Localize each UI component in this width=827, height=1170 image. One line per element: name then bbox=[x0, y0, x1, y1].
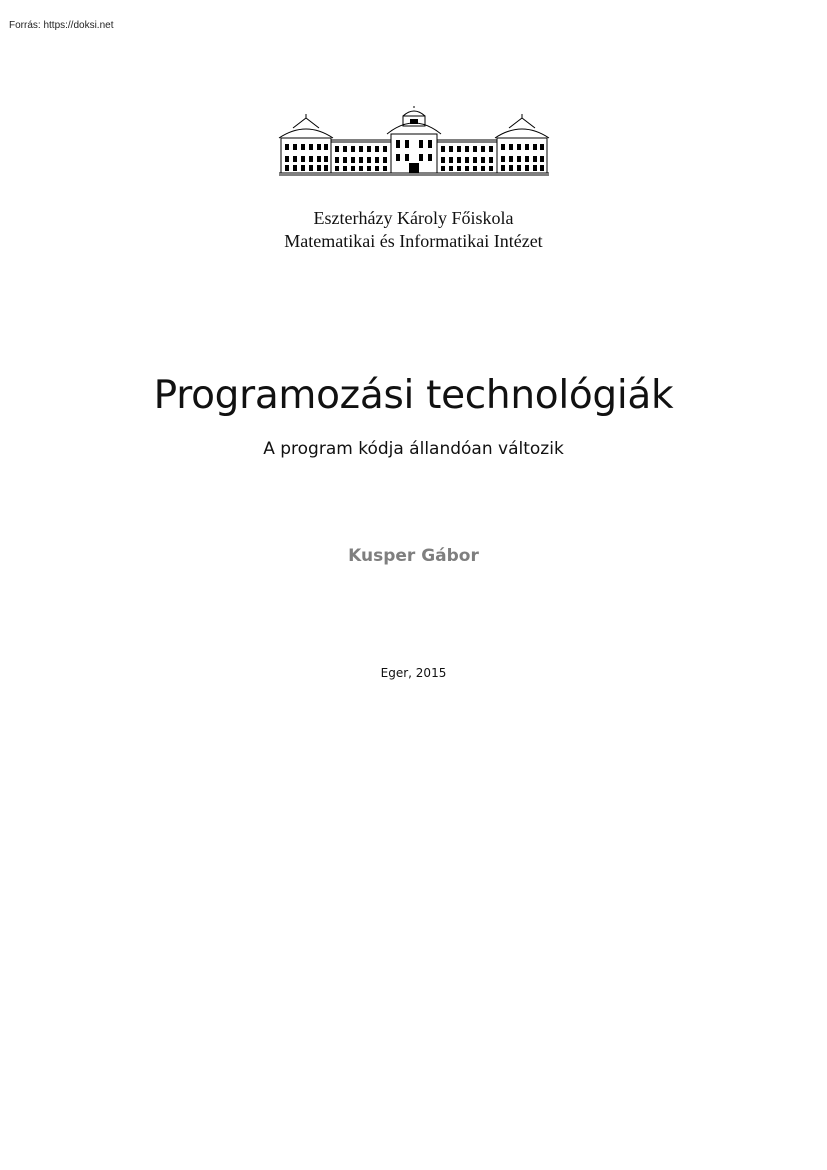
institution-line-institute: Matematikai és Informatikai Intézet bbox=[284, 231, 543, 251]
institution-name bbox=[0, 207, 827, 253]
author-name: Kusper Gábor bbox=[348, 546, 479, 566]
building-facade-icon bbox=[275, 106, 553, 178]
place-and-year: Eger, 2015 bbox=[380, 666, 447, 680]
document-subtitle: A program kódja állandóan változik bbox=[263, 439, 564, 459]
document-title: Programozási technológiák bbox=[153, 373, 674, 418]
source-note: Forrás: https://doksi.net bbox=[9, 20, 114, 31]
institution-line-college: Eszterházy Károly Főiskola bbox=[313, 208, 514, 228]
